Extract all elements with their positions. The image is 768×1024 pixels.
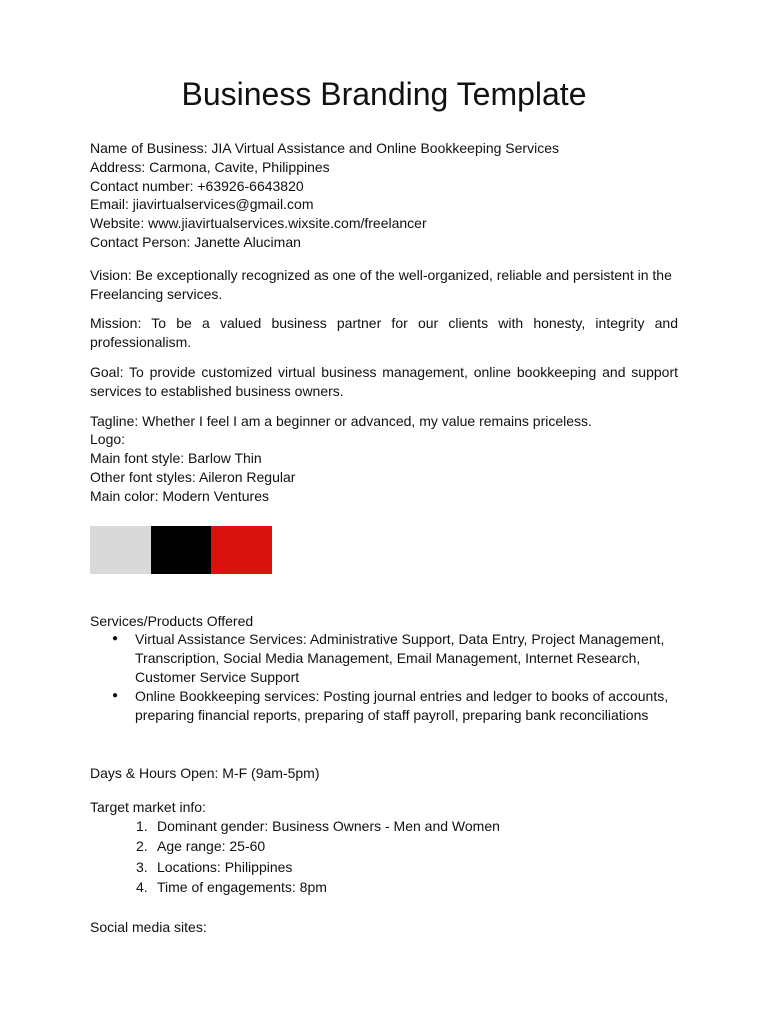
services-heading: Services/Products Offered [90,612,254,629]
main-color: Main color: Modern Ventures [90,487,269,504]
other-font-styles: Other font styles: Aileron Regular [90,468,296,485]
social-media-label: Social media sites: [90,919,207,936]
list-item: ● Virtual Assistance Services: Administrative Support, Data Entry, Project Management, Transcription, Social Media Management, Email Management, Internet Research, Customer Service Support [90,630,678,686]
services-list [90,630,678,724]
contact-person: Contact Person: Janette Aluciman [90,233,301,250]
list-item: 2. Age range: 25-60 [136,838,266,855]
logo-label: Logo: [90,431,126,448]
main-font-style: Main font style: Barlow Thin [90,450,262,467]
brand-details [90,412,678,506]
goal-statement: Goal: To provide customized virtual business management, online bookkeeping and support services to established business owners. [90,363,678,399]
document-body [90,139,678,937]
page-title: Business Branding Template [181,76,587,112]
services-section [90,612,678,725]
business-name: Name of Business: JIA Virtual Assistance and Online Bookkeeping Services [90,140,559,156]
contact-number: Contact number: +63926-6643820 [90,177,304,194]
business-address: Address: Carmona, Cavite, Philippines [90,158,330,175]
tagline: Tagline: Whether I feel I am a beginner or advanced, my value remains priceless. [90,412,592,429]
list-item: 1. Dominant gender: Business Owners - Men and Women [136,817,500,834]
color-swatch-black [151,526,212,574]
vision-statement: Vision: Be exceptionally recognized as one of the well-organized, reliable and persistent in the Freelancing services. [90,266,672,302]
list-item: ● Online Bookkeeping services: Posting journal entries and ledger to books of accounts, preparing financial reports, preparing of staff payroll, preparing bank reconciliations [90,687,678,725]
website: Website: www.jiavirtualservices.wixsite.com/freelancer [90,215,427,232]
color-palette [90,526,272,574]
business-info [90,139,678,252]
color-swatch-red [211,526,272,574]
email: Email: jiavirtualservices@gmail.com [90,196,314,213]
target-heading: Target market info: [90,799,206,816]
color-swatch-gray [90,526,151,574]
target-list [90,817,678,897]
mission-statement: Mission: To be a valued business partner for our clients with honesty, integrity and professionalism. [90,315,678,351]
target-market-section [90,798,678,896]
list-item: 4. Time of engagements: 8pm [136,878,327,895]
hours-open: Days & Hours Open: M-F (9am-5pm) [90,765,320,782]
list-item: 3. Locations: Philippines [136,858,293,875]
